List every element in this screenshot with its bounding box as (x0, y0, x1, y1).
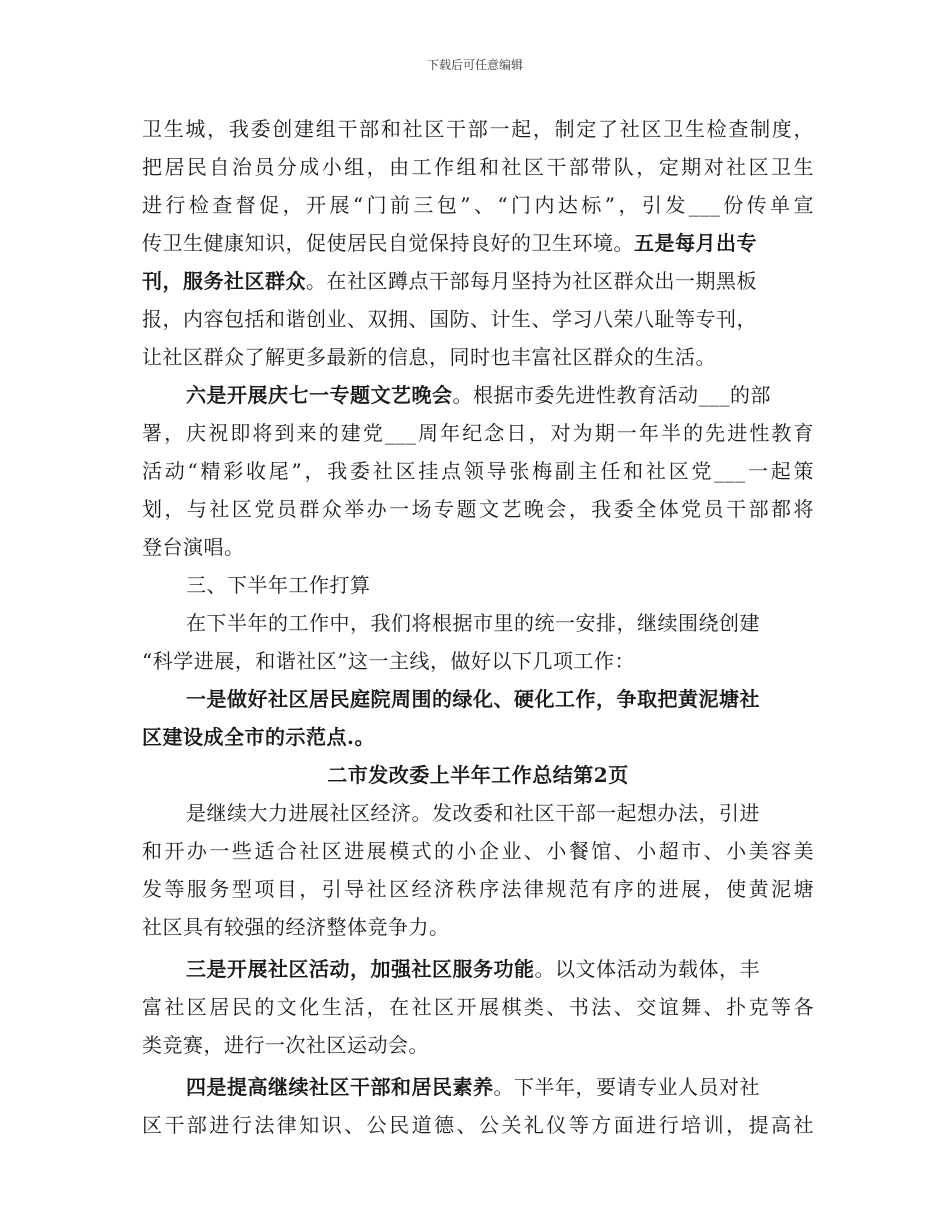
p1-line-1: 卫生城，我委创建组干部和社区干部一起，制定了社区卫生检查制度， (142, 117, 814, 141)
p5-line-1: 是继续大力进展社区经济。发改委和社区干部一起想办法，引进 (186, 801, 760, 825)
p1-line-4-text: 传卫生健康知识，促使居民自觉保持良好的卫生环境。 (142, 231, 634, 255)
p5-line-2: 和开办一些适合社区进展模式的小企业、小餐馆、小超市、小美容美 (142, 839, 814, 863)
p2-line-5: 登台演唱。 (142, 535, 245, 559)
p1-line-3: 进行检查督促，开展“门前三包”、“门内达标”，引发___份传单宣 (142, 193, 814, 217)
p5-line-4: 社区具有较强的经济整体竞争力。 (142, 915, 450, 939)
p1-line-2: 把居民自治员分成小组，由工作组和社区干部带队，定期对社区卫生 (142, 155, 814, 179)
p2-line-3: 活动“精彩收尾”，我委社区挂点领导张梅副主任和社区党___一起策 (142, 459, 814, 483)
section-heading-3: 三、下半年工作打算 (186, 573, 371, 597)
p4-line-2: 区建设成全市的示范点.。 (142, 725, 375, 749)
p1-line-4-bold: 五是每月出专 (634, 231, 757, 255)
p7-line-1 (186, 1068, 760, 1106)
p1-line-5 (142, 262, 757, 300)
p2-line-1 (186, 376, 771, 414)
p6-line-2: 富社区居民的文化生活，在社区开展棋类、书法、交谊舞、扑克等各 (142, 995, 814, 1019)
p6-line-1 (186, 950, 760, 988)
page-header: 下载后可任意编辑 (426, 58, 523, 72)
p1-line-4 (142, 224, 757, 262)
p1-line-5-text: 。在社区蹲点干部每月坚持为社区群众出一期黑板 (306, 269, 757, 293)
p3-line-2: “科学进展，和谐社区”这一主线，做好以下几项工作： (142, 649, 635, 673)
p5-line-3: 发等服务型项目，引导社区经济秩序法律规范有序的进展，使黄泥塘 (142, 877, 814, 901)
p2-line-4: 划，与社区党员群众举办一场专题文艺晚会，我委全体党员干部都将 (142, 497, 814, 521)
p3-line-1: 在下半年的工作中，我们将根据市里的统一安排，继续围绕创建 (186, 611, 760, 635)
p1-line-7: 让社区群众了解更多最新的信息，同时也丰富社区群众的生活。 (142, 345, 716, 369)
p7-line-2: 区干部进行法律知识、公民道德、公关礼仪等方面进行培训，提高社 (142, 1113, 814, 1137)
p6-line-1-text: 。以文体活动为载体，丰 (534, 957, 760, 981)
p4-line-1: 一是做好社区居民庭院周围的绿化、硬化工作，争取把黄泥塘社 (186, 687, 760, 711)
p7-line-1-bold: 四是提高继续社区干部和居民素养 (186, 1075, 494, 1099)
p2-line-1-text: 。根据市委先进性教育活动___的部 (452, 383, 771, 407)
p2-line-1-bold: 六是开展庆七一专题文艺晚会 (186, 383, 453, 407)
p6-line-1-bold: 三是开展社区活动，加强社区服务功能 (186, 957, 535, 981)
p2-line-2: 署，庆祝即将到来的建党___周年纪念日，对为期一年半的先进性教育 (142, 421, 814, 445)
p1-line-5-bold: 刊，服务社区群众 (142, 269, 306, 293)
p7-line-1-text: 。下半年，要请专业人员对社 (493, 1075, 760, 1099)
p1-line-6: 报，内容包括和谐创业、双拥、国防、计生、学习八荣八耻等专刊， (142, 307, 757, 331)
section-title: 二市发改委上半年工作总结第2页 (327, 763, 629, 787)
p6-line-3: 类竞赛，进行一次社区运动会。 (142, 1033, 429, 1057)
